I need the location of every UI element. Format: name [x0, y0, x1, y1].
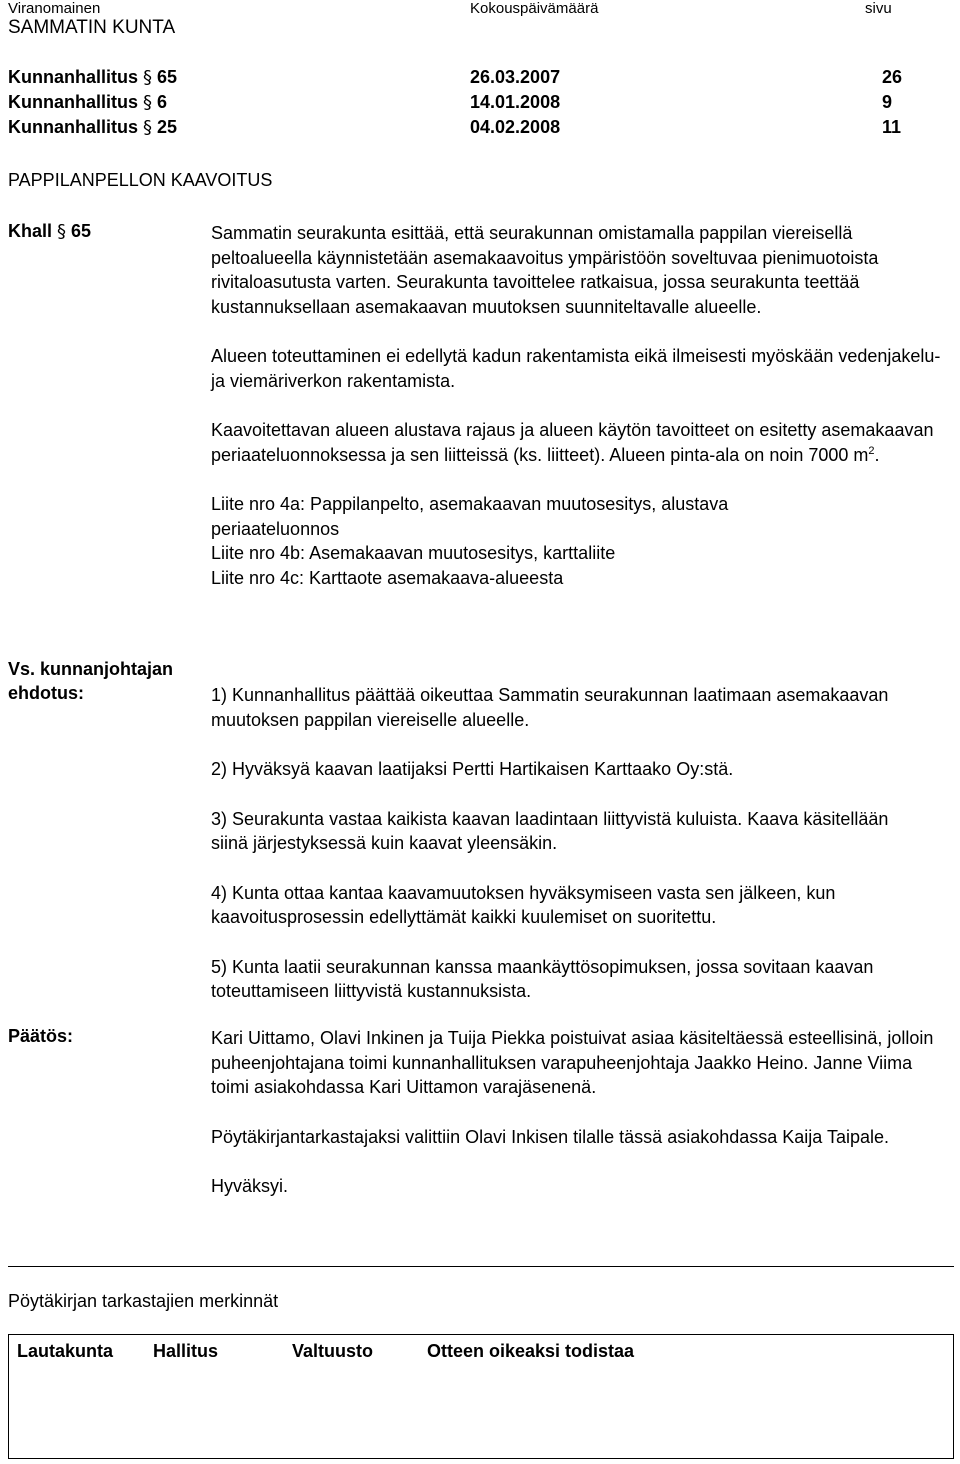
attachment-item: Liite nro 4a: Pappilanpelto, asemakaavan muutosesitys, alustava periaateluonnos	[211, 494, 729, 539]
meeting-section: 25	[157, 117, 178, 137]
meeting-page: 26	[882, 67, 903, 87]
attachment-item: Liite nro 4b: Asemakaavan muutosesitys, karttaliite	[211, 543, 616, 563]
meeting-row	[8, 92, 167, 113]
meeting-section: 65	[157, 67, 178, 87]
attachment-item: Liite nro 4c: Karttaote asemakaava-alueesta	[211, 567, 564, 588]
authority-label: Viranomainen	[8, 0, 101, 17]
decision-paragraph: Kari Uittamo, Olavi Inkinen ja Tuija Piekka poistuivat asiaa käsiteltäessä esteellisinä, jolloin puheenjohtajana toimi kunnanhallituksen varapuheenjohtaja Jaakko Heino. Janne Viima toimi asiakohdassa Kari Uittamon varajäsenenä.	[211, 1028, 934, 1097]
proposal-list	[211, 683, 955, 1004]
meeting-date: 14.01.2008	[470, 92, 561, 112]
document-title: PAPPILANPELLON KAAVOITUS	[8, 170, 273, 190]
area-superscript: 2	[868, 444, 875, 457]
case-text	[211, 221, 955, 590]
proposal-item: 5) Kunta laatii seurakunnan kanssa maankäyttösopimuksen, jossa sovitaan kaavan toteuttamiseen liittyvistä kustannuksista.	[211, 956, 874, 1001]
proposal-label-line2: ehdotus:	[8, 683, 84, 703]
signature-table	[8, 1334, 954, 1459]
footer-divider	[8, 1266, 954, 1267]
case-label	[8, 221, 91, 242]
meeting-body: Kunnanhallitus	[8, 67, 138, 87]
decision-paragraph: Pöytäkirjantarkastajaksi valittiin Olavi Inkisen tilalle tässä asiakohdassa Kaija Taipale.	[211, 1126, 890, 1147]
section-symbol: §	[57, 221, 67, 242]
proposal-item: 1) Kunnanhallitus päättää oikeuttaa Sammatin seurakunnan laatimaan asemakaavan muutoksen pappilan viereiselle alueelle.	[211, 685, 889, 730]
area-paragraph	[211, 418, 955, 467]
signature-column-board: Lautakunta	[17, 1341, 114, 1361]
meeting-date: 04.02.2008	[470, 117, 561, 137]
signature-column-certification: Otteen oikeaksi todistaa	[427, 1341, 635, 1361]
section-symbol: §	[143, 117, 153, 138]
section-symbol: §	[143, 92, 153, 113]
meeting-row	[8, 117, 177, 138]
decision-label: Päätös:	[8, 1026, 74, 1046]
case-paragraph: Alueen toteuttaminen ei edellytä kadun rakentamista eikä ilmeisesti myöskään vedenjakelu- ja viemäriverkon rakentamista.	[211, 346, 941, 391]
decision-text	[211, 1026, 955, 1199]
municipality-name: SAMMATIN KUNTA	[8, 17, 176, 38]
decision-paragraph: Hyväksyi.	[211, 1176, 289, 1196]
page-label: sivu	[865, 0, 892, 17]
proposal-item: 3) Seurakunta vastaa kaikista kaavan laadintaan liittyvistä kuluista. Kaava käsitellään siinä järjestyksessä kuin kaavat yleensäkin.	[211, 808, 889, 853]
section-symbol: §	[143, 67, 153, 88]
date-label: Kokouspäivämäärä	[470, 0, 599, 17]
meeting-page: 11	[882, 117, 902, 137]
area-end: .	[874, 444, 880, 465]
meeting-date: 26.03.2007	[470, 67, 561, 87]
signature-column-government: Hallitus	[153, 1341, 219, 1361]
meeting-body: Kunnanhallitus	[8, 92, 138, 112]
case-body: Khall	[8, 221, 53, 241]
meeting-section: 6	[157, 92, 168, 112]
case-paragraph: Sammatin seurakunta esittää, että seurakunnan omistamalla pappilan viereisellä peltoalueella käynnistetään asemakaavoitus ympäristöön soveltuvaa pienimuotoista rivitaloasutusta varten. Seurakunta tavoittelee ratkaisua, jossa seurakunta teettää kustannuksellaan asemakaavan muutoksen suunniteltavalle alueelle.	[211, 223, 879, 317]
proposal-item: 2) Hyväksyä kaavan laatijaksi Pertti Hartikaisen Karttaako Oy:stä.	[211, 759, 734, 779]
meeting-body: Kunnanhallitus	[8, 117, 138, 137]
signature-column-council: Valtuusto	[292, 1341, 374, 1361]
meeting-page: 9	[882, 92, 893, 112]
proposal-label-line1: Vs. kunnanjohtajan	[8, 659, 174, 679]
area-text: Kaavoitettavan alueen alustava rajaus ja alueen käytön tavoitteet on esitetty asemakaavan periaateluonnoksessa ja sen liitteissä (ks. liitteet). Alueen pinta-ala on noin 7000 m	[211, 420, 934, 465]
case-number: 65	[71, 221, 92, 241]
inspectors-title: Pöytäkirjan tarkastajien merkinnät	[8, 1291, 279, 1311]
meeting-row	[8, 67, 177, 88]
proposal-item: 4) Kunta ottaa kantaa kaavamuutoksen hyväksymiseen vasta sen jälkeen, kun kaavoitusprosessin edellyttämät kaikki kuulemiset on suoritettu.	[211, 882, 836, 927]
